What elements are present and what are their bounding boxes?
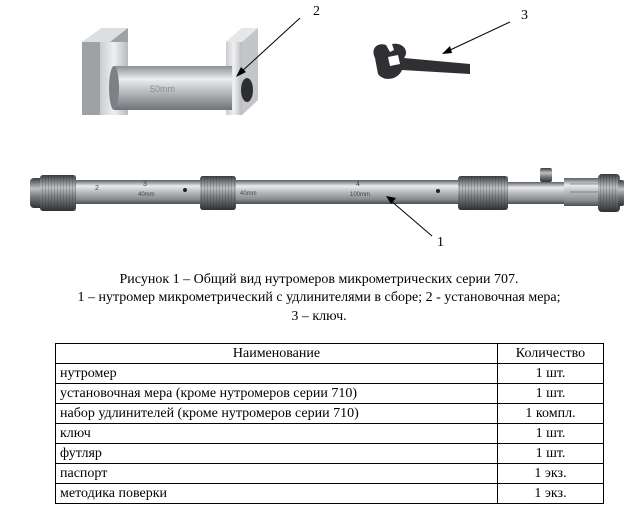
setting-ring-gauge: [82, 28, 258, 115]
table-row: [56, 484, 604, 504]
row-name: нутромер: [56, 364, 498, 384]
row-quantity: 1 шт.: [498, 364, 604, 384]
ext-long-mm: 100mm: [350, 192, 371, 198]
figure-caption-line-2: 1 – нутромер микрометрический с удлинителями в сборе; 2 - установочная мера;: [77, 290, 561, 305]
row-name: набор удлинителей (кроме нутромеров серии 710): [56, 404, 498, 424]
header-name: Наименование: [56, 344, 498, 364]
table-row: [56, 384, 604, 404]
row-quantity: 1 шт.: [498, 384, 604, 404]
callout-3: 3: [521, 8, 528, 23]
wrench: [373, 44, 470, 79]
row-name: установочная мера (кроме нутромеров серии 710): [56, 384, 498, 404]
table-row: [56, 424, 604, 444]
row-quantity: 1 экз.: [498, 484, 604, 504]
row-name: методика поверки: [56, 484, 498, 504]
setting-ring-engraving: 50mm: [150, 84, 176, 94]
leader-line-1: [390, 200, 432, 236]
end-piece-number: 2: [95, 185, 99, 192]
table-header-row: [56, 344, 604, 364]
row-quantity: 1 шт.: [498, 444, 604, 464]
row-name: ключ: [56, 424, 498, 444]
header-quantity: Количество: [498, 344, 604, 364]
contents-table: [55, 343, 604, 504]
ext-long-number: 4: [356, 181, 360, 188]
table-row: [56, 444, 604, 464]
row-name: футляр: [56, 444, 498, 464]
ext-short-mm: 40mm: [138, 192, 155, 198]
row-name: паспорт: [56, 464, 498, 484]
callout-2: 2: [313, 4, 320, 19]
arrowhead-3: [442, 46, 452, 54]
micrometer-assembly: [30, 168, 624, 212]
callout-1: 1: [437, 235, 444, 250]
table-row: [56, 464, 604, 484]
figure-caption-line-3: 3 – ключ.: [291, 309, 347, 324]
row-quantity: 1 шт.: [498, 424, 604, 444]
row-quantity: 1 компл.: [498, 404, 604, 424]
table-row: [56, 404, 604, 424]
leader-line-3: [448, 22, 510, 51]
row-quantity: 1 экз.: [498, 464, 604, 484]
ext-short-number: 3: [143, 181, 147, 188]
table-row: [56, 364, 604, 384]
ext-mid-mm: 40mm: [240, 191, 257, 197]
figure-caption-line-1: Рисунок 1 – Общий вид нутромеров микрометрических серии 707.: [119, 272, 519, 287]
